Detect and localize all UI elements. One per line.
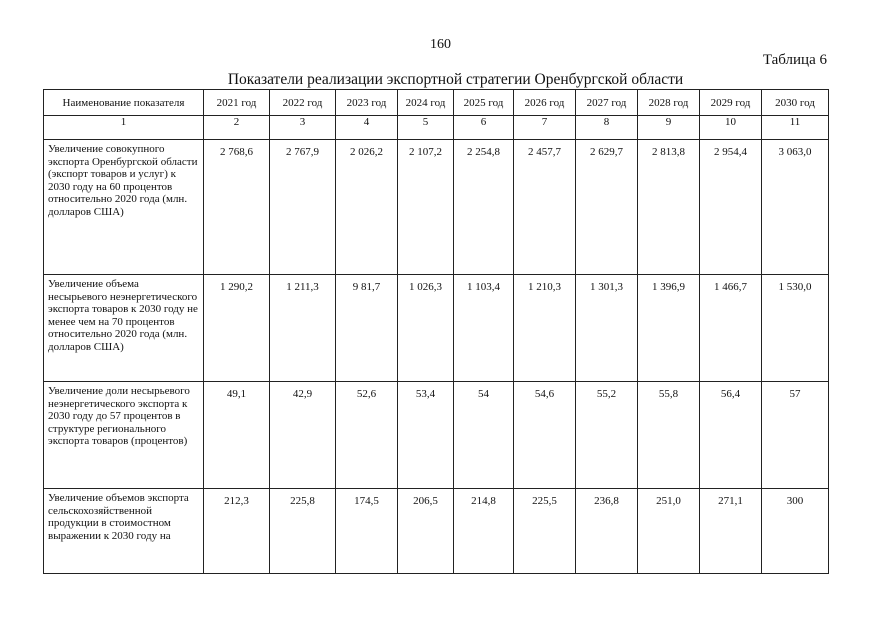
header-cell: 2028 год xyxy=(638,90,700,116)
table-row xyxy=(44,140,829,275)
indicator-value: 225,5 xyxy=(514,489,576,574)
indicator-value: 42,9 xyxy=(270,382,336,489)
indicator-value: 54,6 xyxy=(514,382,576,489)
indicator-value: 2 768,6 xyxy=(204,140,270,275)
indicator-value: 53,4 xyxy=(398,382,454,489)
column-number: 8 xyxy=(576,116,638,140)
table-label: Таблица 6 xyxy=(762,52,827,68)
indicator-value: 1 103,4 xyxy=(454,275,514,382)
indicator-value: 1 211,3 xyxy=(270,275,336,382)
table-row xyxy=(44,382,829,489)
indicator-value: 2 629,7 xyxy=(576,140,638,275)
header-cell: Наименование показателя xyxy=(44,90,204,116)
indicators-table xyxy=(43,89,829,574)
header-cell: 2029 год xyxy=(700,90,762,116)
header-cell: 2024 год xyxy=(398,90,454,116)
indicator-value: 55,8 xyxy=(638,382,700,489)
page-number: 160 xyxy=(430,37,451,52)
indicator-value: 1 290,2 xyxy=(204,275,270,382)
indicator-value: 9 81,7 xyxy=(336,275,398,382)
indicator-value: 174,5 xyxy=(336,489,398,574)
indicator-value: 251,0 xyxy=(638,489,700,574)
column-number: 2 xyxy=(204,116,270,140)
column-number: 5 xyxy=(398,116,454,140)
header-cell: 2025 год xyxy=(454,90,514,116)
header-cell: 2027 год xyxy=(576,90,638,116)
indicator-name: Увеличение объема несырьевого неэнергетического экспорта товаров к 2030 году не менее чем на 70 процентов относительно 2020 года (млн. долларов США) xyxy=(44,275,204,382)
column-number: 4 xyxy=(336,116,398,140)
indicator-value: 1 301,3 xyxy=(576,275,638,382)
column-number: 3 xyxy=(270,116,336,140)
indicator-name: Увеличение объемов экспорта сельскохозяйственной продукции в стоимостном выражении к 2030 году на xyxy=(44,489,204,574)
header-cell: 2023 год xyxy=(336,90,398,116)
indicator-value: 2 954,4 xyxy=(700,140,762,275)
indicator-value: 2 457,7 xyxy=(514,140,576,275)
indicator-value: 206,5 xyxy=(398,489,454,574)
indicator-value: 1 530,0 xyxy=(762,275,829,382)
indicator-value: 56,4 xyxy=(700,382,762,489)
header-cell: 2026 год xyxy=(514,90,576,116)
indicator-value: 236,8 xyxy=(576,489,638,574)
table-row xyxy=(44,489,829,574)
table-title: Показатели реализации экспортной стратегии Оренбургской области xyxy=(227,71,684,88)
indicator-value: 1 026,3 xyxy=(398,275,454,382)
indicator-value: 57 xyxy=(762,382,829,489)
header-cell: 2021 год xyxy=(204,90,270,116)
indicator-value: 1 210,3 xyxy=(514,275,576,382)
indicator-value: 2 107,2 xyxy=(398,140,454,275)
column-number: 6 xyxy=(454,116,514,140)
table-row xyxy=(44,275,829,382)
header-row xyxy=(44,90,829,116)
column-number-row xyxy=(44,116,829,140)
indicator-value: 214,8 xyxy=(454,489,514,574)
indicator-value: 3 063,0 xyxy=(762,140,829,275)
column-number: 10 xyxy=(700,116,762,140)
indicator-value: 271,1 xyxy=(700,489,762,574)
column-number: 1 xyxy=(44,116,204,140)
indicator-name: Увеличение доли несырьевого неэнергетического экспорта к 2030 году до 57 процентов в структуре регионального экспорта товаров (процентов) xyxy=(44,382,204,489)
indicator-value: 225,8 xyxy=(270,489,336,574)
indicator-value: 2 026,2 xyxy=(336,140,398,275)
indicator-value: 49,1 xyxy=(204,382,270,489)
column-number: 11 xyxy=(762,116,829,140)
column-number: 7 xyxy=(514,116,576,140)
header-cell: 2030 год xyxy=(762,90,829,116)
indicator-value: 55,2 xyxy=(576,382,638,489)
indicator-value: 300 xyxy=(762,489,829,574)
indicator-value: 1 396,9 xyxy=(638,275,700,382)
indicator-value: 52,6 xyxy=(336,382,398,489)
indicator-value: 1 466,7 xyxy=(700,275,762,382)
indicator-value: 54 xyxy=(454,382,514,489)
header-cell: 2022 год xyxy=(270,90,336,116)
indicator-value: 212,3 xyxy=(204,489,270,574)
indicator-name: Увеличение совокупного экспорта Оренбургской области (экспорт товаров и услуг) к 2030 году на 60 процентов относительно 2020 года (млн. долларов США) xyxy=(44,140,204,275)
indicator-value: 2 813,8 xyxy=(638,140,700,275)
column-number: 9 xyxy=(638,116,700,140)
indicator-value: 2 254,8 xyxy=(454,140,514,275)
indicator-value: 2 767,9 xyxy=(270,140,336,275)
